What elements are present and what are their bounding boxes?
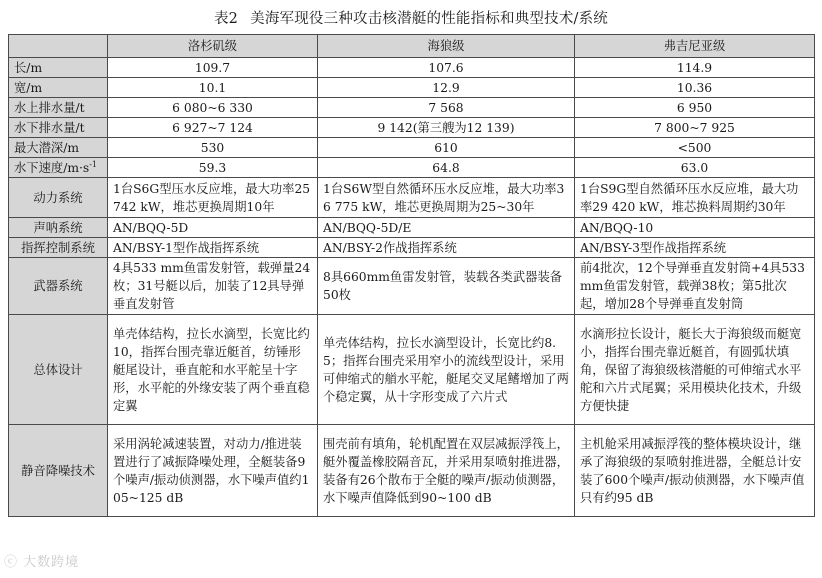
cell-seawolf: 9 142(第三艘为12 139) [318,118,575,138]
row-label: 水下排水量/t [9,118,108,138]
row-label: 水上排水量/t [9,98,108,118]
row-label: 总体设计 [9,315,108,425]
cell-los-angeles: 10.1 [108,78,318,98]
cell-seawolf: 64.8 [318,158,575,178]
row-label: 武器系统 [9,258,108,315]
cell-seawolf: 围壳前有填角，轮机配置在双层减振浮筏上，艇外覆盖橡胶隔音瓦，并采用泵喷射推进器，装备有26个散布于全艇的噪声/振动侦测器，水下噪声值降低到90~100 dB [318,425,575,517]
cell-virginia: 水滴形拉长设计，艇长大于海狼级而艇宽小，指挥台围壳靠近艇首，有圆弧状填角，保留了海狼级核潜艇的可伸缩式水平舵和六片式尾翼；采用模块化技术，升级方便快捷 [575,315,815,425]
table-row-sonar [9,218,815,238]
cell-virginia: AN/BSY-3型作战指挥系统 [575,238,815,258]
row-label: 宽/m [9,78,108,98]
table-row-length [9,58,815,78]
comparison-table [8,34,815,517]
cell-virginia: 6 950 [575,98,815,118]
caption-title: 美海军现役三种攻击核潜艇的性能指标和典型技术/系统 [250,11,609,27]
cell-los-angeles: 6 927~7 124 [108,118,318,138]
cell-los-angeles: AN/BSY-1型作战指挥系统 [108,238,318,258]
table-row-max-depth [9,138,815,158]
header-los-angeles: 洛杉矶级 [108,35,318,58]
cell-los-angeles: 59.3 [108,158,318,178]
table-caption [0,7,822,28]
cell-seawolf: 610 [318,138,575,158]
cell-los-angeles: 530 [108,138,318,158]
cell-seawolf: 1台S6W型自然循环压水反应堆，最大功率36 775 kW，堆芯更换周期为25~30年 [318,178,575,218]
cell-los-angeles: 采用涡轮减速装置，对动力/推进装置进行了减振降噪处理，全艇装备9个噪声/振动侦测器，水下噪声值约105~125 dB [108,425,318,517]
header-corner [9,35,108,58]
table-row-weapons [9,258,815,315]
table-row-submerged-displacement [9,118,815,138]
caption-number: 表2 [213,11,239,27]
cell-virginia: 114.9 [575,58,815,78]
cell-los-angeles: 1台S6G型压水反应堆，最大功率25 742 kW，堆芯更换周期10年 [108,178,318,218]
table-row-noise [9,425,815,517]
cell-seawolf: 107.6 [318,58,575,78]
cell-seawolf: 8具660mm鱼雷发射管，装载各类武器装备50枚 [318,258,575,315]
row-label: 动力系统 [9,178,108,218]
cell-seawolf: 12.9 [318,78,575,98]
header-row [9,35,815,58]
cell-seawolf: AN/BSY-2作战指挥系统 [318,238,575,258]
cell-los-angeles: 6 080~6 330 [108,98,318,118]
cell-virginia: 前4批次，12个导弹垂直发射筒+4具533 mm鱼雷发射管，载弹38枚；第5批次起，增加28个导弹垂直发射筒 [575,258,815,315]
speed-label-main: 水下速度/m·s [14,160,90,175]
header-seawolf: 海狼级 [318,35,575,58]
cell-virginia: 主机舱采用减振浮筏的整体模块设计，继承了海狼级的泵喷射推进器，全艇总计安装了600个噪声/振动侦测器，水下噪声值只有约95 dB [575,425,815,517]
table-row-beam [9,78,815,98]
cell-virginia: 10.36 [575,78,815,98]
table-row-command [9,238,815,258]
cell-los-angeles: 4具533 mm鱼雷发射管，载弹量24枚；31号艇以后，加装了12具导弹垂直发射管 [108,258,318,315]
speed-label-sup: -1 [89,159,98,169]
table-row-design [9,315,815,425]
row-label: 长/m [9,58,108,78]
header-virginia: 弗吉尼亚级 [575,35,815,58]
cell-virginia: 7 800~7 925 [575,118,815,138]
row-label [9,158,108,178]
table-row-power [9,178,815,218]
row-label: 指挥控制系统 [9,238,108,258]
cell-los-angeles: AN/BQQ-5D [108,218,318,238]
watermark-text: ⓒ 大数跨境 [4,555,80,570]
cell-seawolf: 单壳体结构，拉长水滴型设计，长宽比约8.5；指挥台围壳采用窄小的流线型设计，采用可伸缩式的艏水平舵，艇尾交叉尾鳍增加了两个稳定翼，从十字形变成了六片式 [318,315,575,425]
table-row-surface-displacement [9,98,815,118]
cell-seawolf: AN/BQQ-5D/E [318,218,575,238]
table-row-speed [9,158,815,178]
cell-virginia: AN/BQQ-10 [575,218,815,238]
cell-virginia: 1台S9G型自然循环压水反应堆，最大功率29 420 kW，堆芯换料周期约30年 [575,178,815,218]
row-label: 静音降噪技术 [9,425,108,517]
cell-los-angeles: 单壳体结构，拉长水滴型，长宽比约10，指挥台围壳靠近艇首，纺锤形艇尾设计，垂直舵和水平舵呈十字形，水平舵的外缘安装了两个垂直稳定翼 [108,315,318,425]
cell-los-angeles: 109.7 [108,58,318,78]
row-label: 声呐系统 [9,218,108,238]
cell-seawolf: 7 568 [318,98,575,118]
row-label: 最大潜深/m [9,138,108,158]
cell-virginia: <500 [575,138,815,158]
cell-virginia: 63.0 [575,158,815,178]
